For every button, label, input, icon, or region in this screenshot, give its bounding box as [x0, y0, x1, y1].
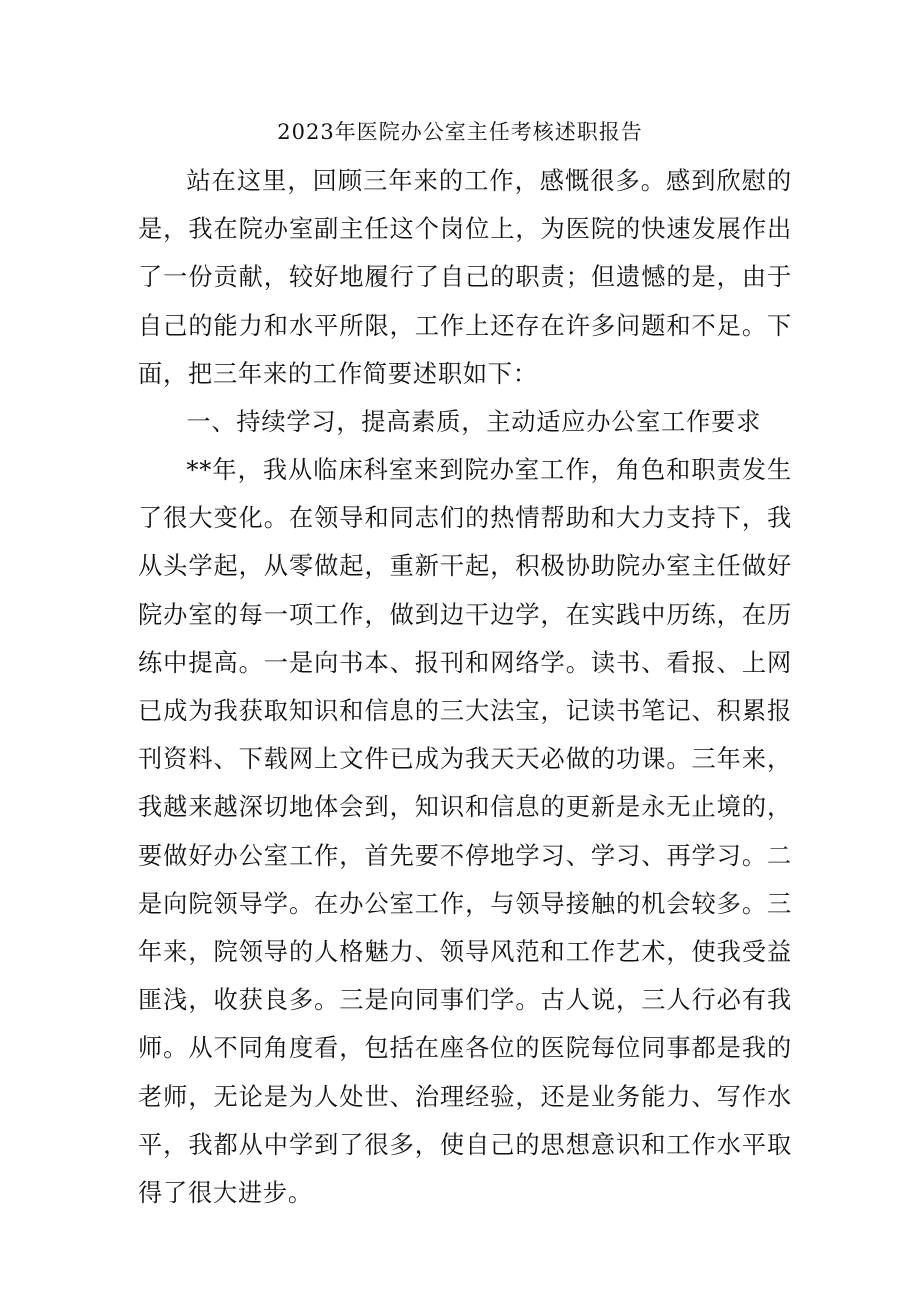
section-body-paragraph: **年，我从临床科室来到院办室工作，角色和职责发生了很大变化。在领导和同志们的热情帮助和大力支持下，我从头学起，从零做起，重新干起，积极协助院办室主任做好院办室的每一项工作，做到边干边学，在实践中历练，在历练中提高。一是向书本、报刊和网络学。读书、看报、上网已成为我获取知识和信息的三大法宝，记读书笔记、积累报刊资料、下载网上文件已成为我天天必做的功课。三年来，我越来越深切地体会到，知识和信息的更新是永无止境的，要做好办公室工作，首先要不停地学习、学习、再学习。二是向院领导学。在办公室工作，与领导接触的机会较多。三年来，院领导的人格魅力、领导风范和工作艺术，使我受益匪浅，收获良多。三是向同事们学。古人说，三人行必有我师。从不同角度看，包括在座各位的医院每位同事都是我的老师，无论是为人处世、治理经验，还是业务能力、写作水平，我都从中学到了很多，使自己的思想意识和工作水平取得了很大进步。 [138, 456, 792, 1208]
section-heading: 一、持续学习，提高素质，主动适应办公室工作要求 [186, 408, 762, 436]
intro-paragraph: 站在这里，回顾三年来的工作，感慨很多。感到欣慰的是，我在院办室副主任这个岗位上，为医院的快速发展作出了一份贡献，较好地履行了自己的职责；但遗憾的是，由于自己的能力和水平所限，工作上还存在许多问题和不足。下面，把三年来的工作简要述职如下： [138, 167, 792, 388]
document-title: 2023年医院办公室主任考核述职报告 [277, 120, 643, 144]
